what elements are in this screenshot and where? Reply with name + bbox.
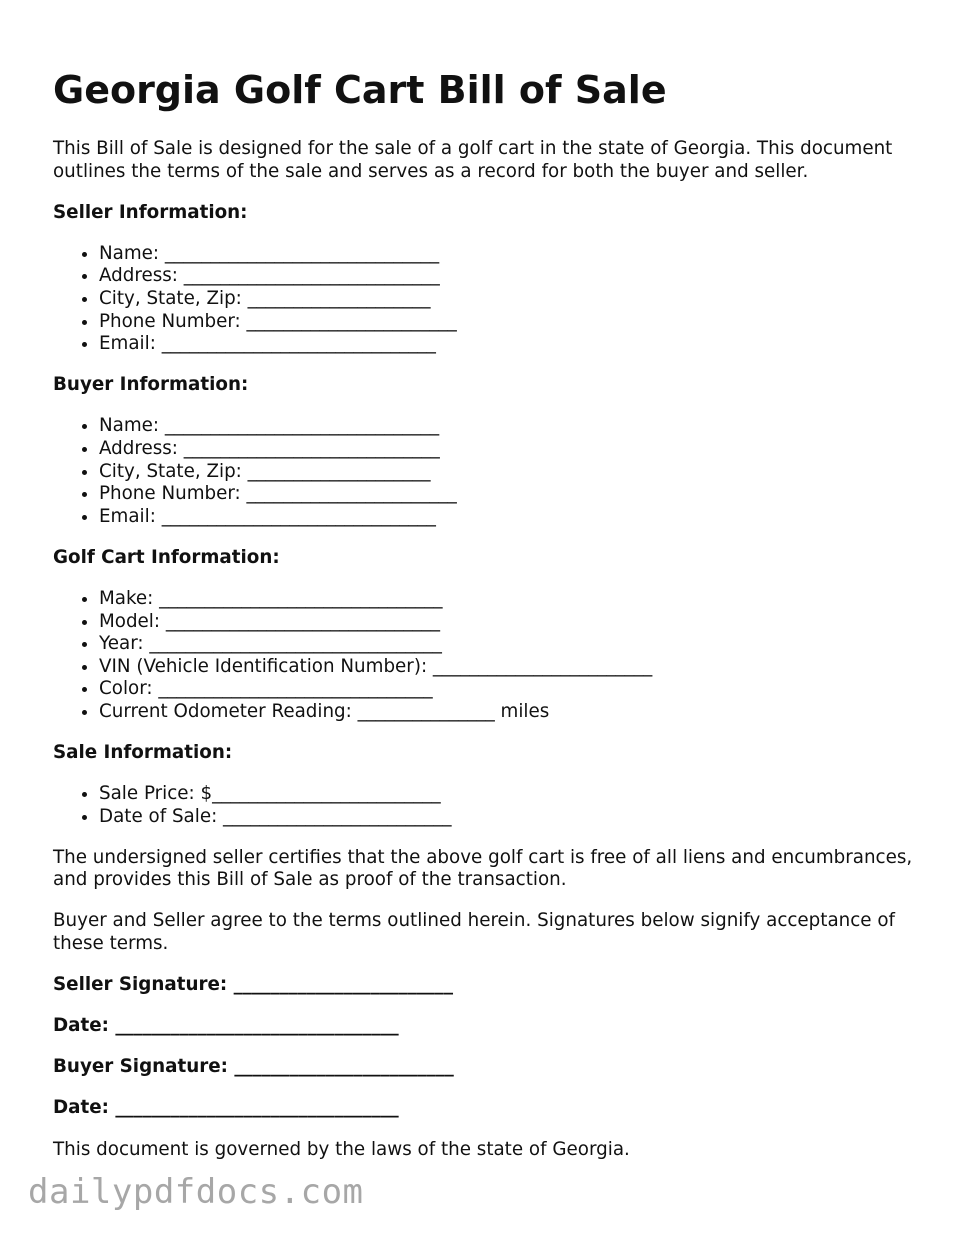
- buyer-name-field: • Name: ______________________________: [99, 415, 913, 438]
- seller-heading: Seller Information:: [53, 201, 248, 223]
- cart-model-field: • Model: ______________________________: [99, 611, 913, 634]
- sale-heading: Sale Information:: [53, 741, 233, 763]
- cart-color-field: • Color: ______________________________: [99, 678, 913, 701]
- golf-cart-field-list: [53, 588, 913, 724]
- sale-field-list: [53, 783, 913, 828]
- seller-signature-line: Seller Signature: ________________________: [53, 974, 453, 996]
- seller-phone-field: • Phone Number: _______________________: [99, 311, 913, 334]
- governing-law-footer: This document is governed by the laws of the state of Georgia.: [53, 1138, 630, 1160]
- sale-price-field: • Sale Price: $_________________________: [99, 783, 913, 806]
- watermark: dailypdfdocs.com: [28, 1172, 364, 1212]
- buyer-heading: Buyer Information:: [53, 374, 249, 396]
- document-body: [53, 138, 913, 1180]
- seller-field-list: [53, 243, 913, 356]
- buyer-field-list: [53, 415, 913, 528]
- page-title: Georgia Golf Cart Bill of Sale: [53, 68, 667, 112]
- seller-city-state-zip-field: • City, State, Zip: ____________________: [99, 288, 913, 311]
- buyer-address-field: • Address: ____________________________: [99, 438, 913, 461]
- cart-make-field: • Make: _______________________________: [99, 588, 913, 611]
- certification-paragraph: The undersigned seller certifies that the above golf cart is free of all liens and encumbrances, and provides this Bill of Sale as proof of the transaction.: [53, 846, 913, 891]
- agreement-paragraph: Buyer and Seller agree to the terms outlined herein. Signatures below signify acceptance of these terms.: [53, 910, 895, 955]
- buyer-signature-line: Buyer Signature: ________________________: [53, 1056, 454, 1078]
- cart-vin-field: • VIN (Vehicle Identification Number): ________________________: [99, 656, 913, 679]
- intro-paragraph: This Bill of Sale is designed for the sale of a golf cart in the state of Georgia. This document outlines the terms of the sale and serves as a record for both the buyer and seller.: [53, 138, 893, 182]
- buyer-email-field: • Email: ______________________________: [99, 506, 913, 529]
- cart-year-field: • Year: ________________________________: [99, 633, 913, 656]
- seller-date-line: Date: _______________________________: [53, 1015, 399, 1037]
- seller-address-field: • Address: ____________________________: [99, 265, 913, 288]
- cart-odometer-field: • Current Odometer Reading: _______________ miles: [99, 701, 913, 724]
- sale-date-field: • Date of Sale: _________________________: [99, 806, 913, 829]
- seller-email-field: • Email: ______________________________: [99, 333, 913, 356]
- buyer-city-state-zip-field: • City, State, Zip: ____________________: [99, 461, 913, 484]
- golf-cart-heading: Golf Cart Information:: [53, 546, 280, 568]
- buyer-phone-field: • Phone Number: _______________________: [99, 483, 913, 506]
- seller-name-field: • Name: ______________________________: [99, 243, 913, 266]
- buyer-date-line: Date: _______________________________: [53, 1097, 399, 1119]
